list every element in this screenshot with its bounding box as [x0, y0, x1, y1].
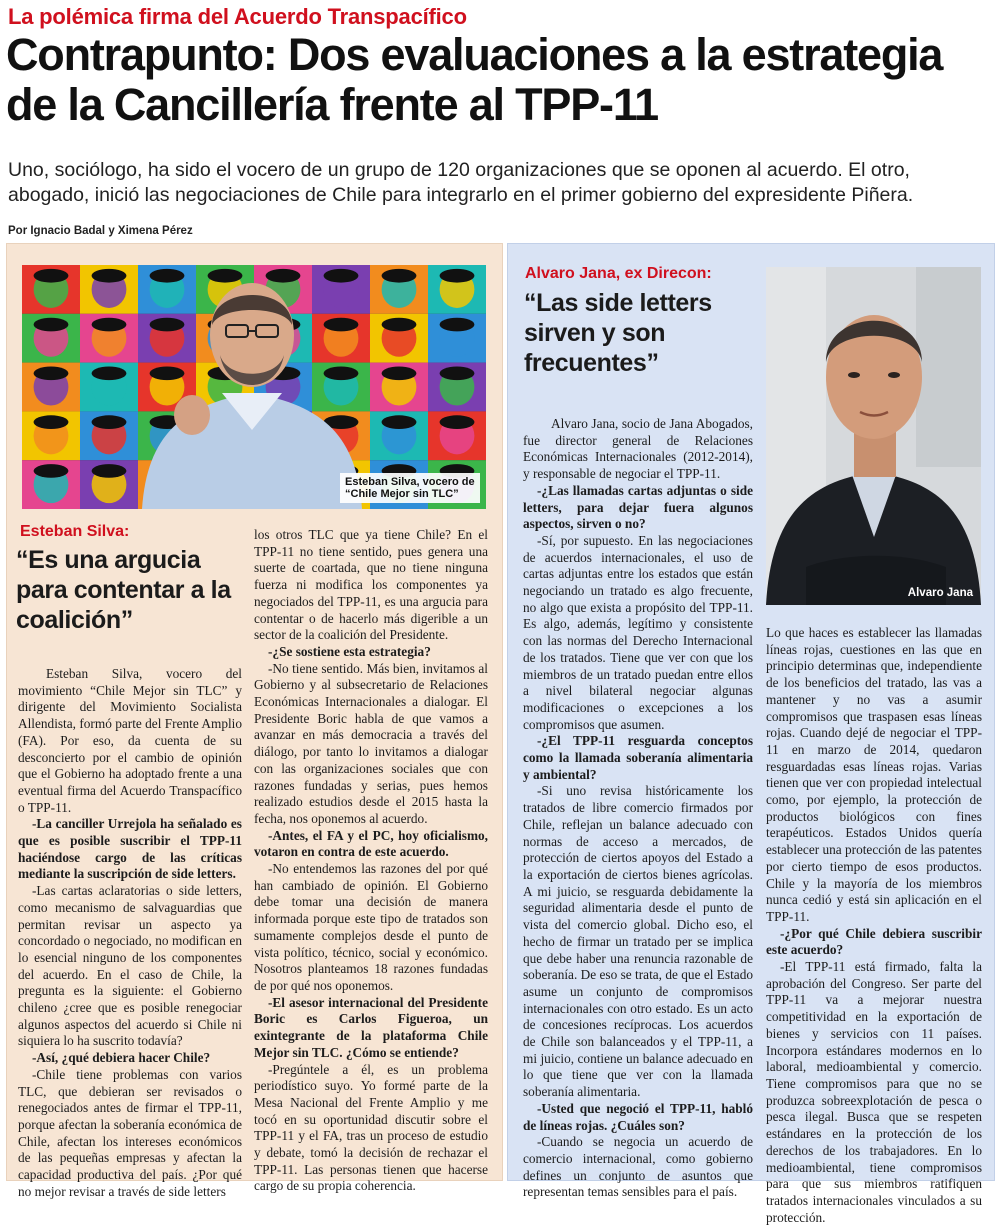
interview-paragraph: -Cuando se negocia un acuerdo de comercio internacional, como gobierno defines un conjunto de asuntos que representan temas sensibles para el país. [523, 1134, 753, 1200]
byline: Por Ignacio Badal y Ximena Pérez [8, 225, 193, 237]
dek: Uno, sociólogo, ha sido el vocero de un grupo de 120 organizaciones que se oponen al acuerdo. El otro, abogado, inició las negociaciones de Chile para integrarlo en el primer gobierno del expresidente Piñera. [8, 159, 914, 206]
interview-question: -¿Las llamadas cartas adjuntas o side letters, para dejar fuera algunos aspectos, sirven o no? [523, 482, 753, 532]
interview-question: -¿Se sostiene esta estrategia? [268, 643, 431, 659]
headline: Contrapunto: Dos evaluaciones a la estrategia de la Cancillería frente al TPP-11 [6, 29, 943, 130]
interview-question: -¿El TPP-11 resguarda conceptos como la llamada soberanía alimentaria y ambiental? [523, 733, 753, 782]
kicker: La polémica firma del Acuerdo Transpacífico [8, 4, 467, 29]
interview-question: -El asesor internacional del Presidente Boric es Carlos Figueroa, un exintegrante de la plataforma Chile Mejor sin TLC. ¿Cómo se entiende? [254, 994, 488, 1060]
left-photo-caption: Esteban Silva, vocero de “Chile Mejor sin TLC” [340, 473, 480, 503]
interview-paragraph: -No tiene sentido. Más bien, invitamos al Gobierno y al subsecretario de Relaciones Económicas Internacionales a dialogar. El Presidente Boric habla de que vamos a avanzar en más democracia a través del diálogo, por tanto lo invitamos a dialogar con las organizaciones sociales que con razones fundadas y serias, pues hemos realizado estudios desde el 2015 hasta la fecha, nos oponemos al acuerdo. [254, 660, 488, 826]
interview-paragraph: -Si uno revisa históricamente los tratados de libre comercio firmados por Chile, reflejan un balance adecuado con normas de acceso a mercados, de protección de ciertos apoyos del Estado a la exportación de ciertos bienes agrícolas. A mi juicio, se resguarda debidamente la seguridad alimentaria desde el punto de vista del comercio global. Dicho eso, el hecho de firmar un tratado per se implica que debe haber una renuncia razonable de soberanía. De eso se trata, de que el Estado asume un conjunto de compromisos internacionales con otro estado. Es un acto de concesiones recíprocas. Los acuerdos de Chile son balanceados y el TPP-11, a mi juicio, contiene un balance adecuado en lo que tiene que ver con la llamada soberanía alimentaria. [523, 783, 753, 1100]
portrait-image [766, 267, 981, 605]
interview-question: -Antes, el FA y el PC, hoy oficialismo, votaron en contra de este acuerdo. [254, 827, 488, 860]
interview-paragraph: -Las cartas aclaratorias o side letters, como mecanismo de salvaguardias que permitan revisar un aspecto ya concordado o negociado, no modifican en lo esencial ninguno de los componentes del acuerdo. En el caso de Chile, la pregunta es la siguiente: el Gobierno chileno ¿cree que es posible renegociar algunos aspectos del acuerdo si Chile ni siquiera lo ha suscrito todavía? [18, 883, 242, 1049]
interview-question: -Así, ¿qué debiera hacer Chile? [32, 1050, 211, 1066]
right-text-column-1 [523, 416, 753, 1201]
left-pull-quote: “Es una argucia para contentar a la coalición” [16, 546, 231, 634]
interview-paragraph: Lo que haces es establecer las llamadas líneas rojas, cuestiones en las que en principio determinas que, independiente de los beneficios del tratado, las vas a mantener y no vas a asumir compromisos que traspasen esas líneas rojas. Cuando dejé de negociar el TPP-11 en marzo de 2014, quedaron resguardadas esas líneas rojas. Varias tienen que ver con propiedad intelectual como, por ejemplo, la protección de productos biológicos con fines terapéuticos. Estados Unidos quería establecer una protección de las patentes por cierto tiempo de esos productos. Chile y la mayoría de los miembros nunca cedió y está sin aplicación en el TPP-11. [766, 625, 982, 924]
interview-paragraph: -Chile tiene problemas con varios TLC, que debieran ser revisados o renegociados antes de firmar el TPP-11, porque afectan la soberanía económica de Chile, afectan los intereses económicos de las pequeñas empresas y afectan la capacidad productiva del país. ¿Por qué no mejor revisar a través de side letters [18, 1066, 242, 1199]
interview-paragraph: -Sí, por supuesto. En las negociaciones de acuerdos internacionales, el uso de cartas adjuntas entre los estados que están negociando un tratado es algo frecuente, no algo que exista a propósito del TPP-11. Es algo, además, legítimo y consistente con las normas del Derecho Internacional de los tratados. Tiene que ver con que los miembros de un tratado puedan entre ellos a nivel bilateral negociar algunas modificaciones o excepciones a los compromisos que asumen. [523, 532, 753, 732]
interview-paragraph: -El TPP-11 está firmado, falta la aprobación del Congreso. Ser parte del TPP-11 va a mejorar nuestra competitividad en la exportación de bienes y servicios con 11 países. Incorpora estándares modernos en lo laboral, medioambiental y comercio. Tiene compromisos para que no se produzca sobreexplotación de pesca o pesca ilegal. Busca que se respeten estándares en la protección de los derechos de los trabajadores. En lo medioambiental, tiene compromisos para que sus miembros ratifiquen tratados internacionales vinculados a su protección. [766, 959, 982, 1225]
esteban-silva-photo [22, 265, 486, 509]
interview-paragraph: -No entendemos las razones del por qué han cambiado de opinión. El Gobierno debe tomar una decisión de manera informada porque este tipo de tratados son sumamente complejos desde el punto de vista político, técnico, social y económico. Nosotros planteamos 18 razones fundadas de por qué nos oponemos. [254, 861, 488, 993]
right-photo-caption: Alvaro Jana [907, 587, 973, 599]
left-text-column-1 [18, 666, 242, 1201]
interview-paragraph: los otros TLC que ya tiene Chile? En el TPP-11 no tiene sentido, pues genera una suerte de coartada, que no tiene ninguna fuerza ni modifica los componentes ya negociados del TPP-11, es una argucia para contentar o de hacerlo más digerible a un sector de la coalición del Presidente. [254, 527, 488, 643]
left-text-column-2 [254, 527, 488, 1195]
interview-question: -Usted que negoció el TPP-11, habló de líneas rojas. ¿Cuáles son? [523, 1100, 753, 1133]
interview-question: -¿Por qué Chile debiera suscribir este acuerdo? [766, 925, 982, 958]
right-text-column-2 [766, 625, 982, 1226]
interview-question: -La canciller Urrejola ha señalado es que es posible suscribir el TPP-11 haciéndose cargo de las críticas mediante la suscripción de side letters. [18, 816, 242, 882]
interview-paragraph: Esteban Silva, vocero del movimiento “Chile Mejor sin TLC” y dirigente del Movimiento Socialista Allendista, formó parte del Frente Amplio (FA). Por eso, da cuenta de su desconcierto por el cambio de opinión que el Gobierno ha adoptado frente a una eventual firma del Acuerdo Transpacífico o TPP-11. [18, 666, 242, 815]
right-pull-quote: “Las side letters sirven y son frecuentes” [524, 289, 712, 377]
interview-paragraph: Alvaro Jana, socio de Jana Abogados, fue director general de Relaciones Económicas Internacionales (2012-2014), y responsable de negociar el TPP-11. [523, 416, 753, 482]
alvaro-jana-photo [766, 267, 981, 605]
right-interviewee-name: Alvaro Jana, ex Direcon: [525, 265, 712, 282]
interview-paragraph: -Pregúntele a él, es un problema periodístico suyo. Yo formé parte de la Mesa Nacional del Frente Amplio y me tocó en su oportunidad discutir sobre el TPP-11 y el FA, tras un proceso de estudio y debate, tomó la decisión de rechazar el TPP-11. Las personas tienen que hacerse cargo de su propia coherencia. [254, 1061, 488, 1194]
left-interviewee-name: Esteban Silva: [20, 523, 130, 540]
